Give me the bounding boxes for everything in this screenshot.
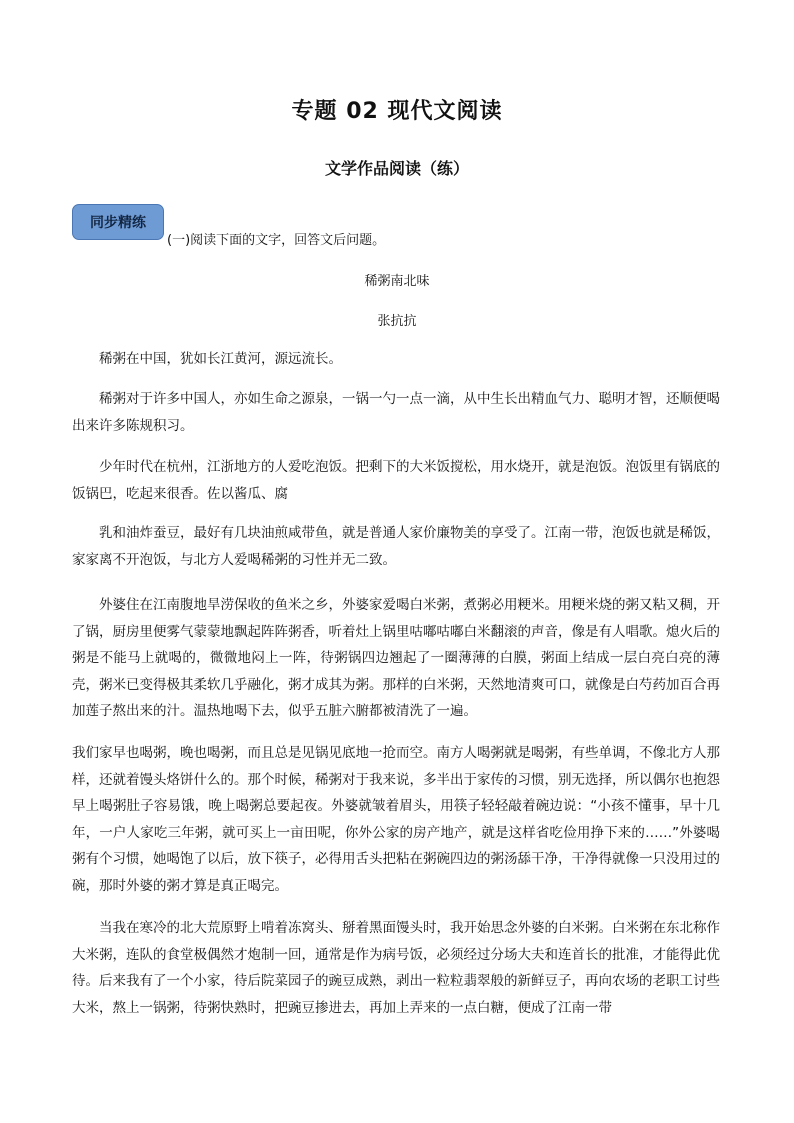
essay-paragraph-5: 外婆住在江南腹地旱涝保收的鱼米之乡，外婆家爱喝白米粥，煮粥必用粳米。用粳米烧的粥又粘又稠，开了锅，厨房里便雾气蒙蒙地飘起阵阵粥香，听着灶上锅里咕嘟咕嘟白米翻滚的声音，像是有人唱歌。熄火后的粥是不能马上就喝的，微微地闷上一阵，待粥锅四边翘起了一圈薄薄的白膜，粥面上结成一层白亮白亮的薄壳，粥米已变得极其柔软几乎融化，粥才成其为粥。那样的白米粥，天然地清爽可口，就像是白芍药加百合再加莲子熬出来的汁。温热地喝下去，似乎五脏六腑都被清洗了一遍。 — [72, 597, 720, 719]
essay-paragraph-1: 稀粥在中国，犹如长江黄河，源远流长。 — [99, 351, 342, 367]
essay-paragraph-3: 少年时代在杭州，江浙地方的人爱吃泡饭。把剩下的大米饭搅松，用水烧开，就是泡饭。泡饭里有锅底的饭锅巴，吃起来很香。佐以酱瓜、腐 — [72, 459, 720, 502]
essay-title: 稀粥南北味 — [364, 274, 430, 289]
essay-paragraph-6: 我们家早也喝粥，晚也喝粥，而且总是见锅见底地一抢而空。南方人喝粥就是喝粥，有些单调，不像北方人那样，还就着馒头烙饼什么的。那个时候，稀粥对于我来说，多半出于家传的习惯，别无选择，所以偶尔也抱怨早上喝粥肚子容易饿，晚上喝粥总要起夜。外婆就皱着眉头，用筷子轻轻敲着碗边说：“小孩不懂事，早十几年，一户人家吃三年粥，就可买上一亩田呢，你外公家的房产地产，就是这样省吃俭用挣下来的……”外婆喝粥有个习惯，她喝饱了以后，放下筷子，必得用舌头把粘在粥碗四边的粥汤舔干净，干净得就像一只没用过的碗，那时外婆的粥才算是真正喝完。 — [72, 745, 720, 894]
page-subtitle: 文学作品阅读（练） — [324, 159, 469, 178]
essay-paragraph-4: 乳和油炸蚕豆，最好有几块油煎咸带鱼，就是普通人家价廉物美的享受了。江南一带，泡饭也就是稀饭，家家离不开泡饭，与北方人爱喝稀粥的习性并无二致。 — [72, 525, 720, 568]
essay-author: 张抗抗 — [377, 314, 417, 329]
page-title: 专题 02 现代文阅读 — [291, 99, 503, 124]
section-badge: 同步精练 — [72, 204, 164, 240]
essay-paragraph-2: 稀粥对于许多中国人，亦如生命之源泉，一锅一勺一点一滴，从中生长出精血气力、聪明才智，还顺便喝出来许多陈规积习。 — [72, 391, 720, 434]
essay-paragraph-7: 当我在寒冷的北大荒原野上啃着冻窝头、掰着黑面馒头时，我开始思念外婆的白米粥。白米粥在东北称作大米粥，连队的食堂极偶然才炮制一回，通常是作为病号饭，必须经过分场大夫和连首长的批准，才能得此优待。后来我有了一个小家，待后院菜园子的豌豆成熟，剥出一粒粒翡翠般的新鲜豆子，再向农场的老职工讨些大米，熬上一锅粥，待粥快熟时，把豌豆掺进去，再加上弄来的一点白糖，便成了江南一带 — [72, 920, 720, 1016]
reading-instruction: (一)阅读下面的文字，回答文后问题。 — [167, 233, 386, 248]
